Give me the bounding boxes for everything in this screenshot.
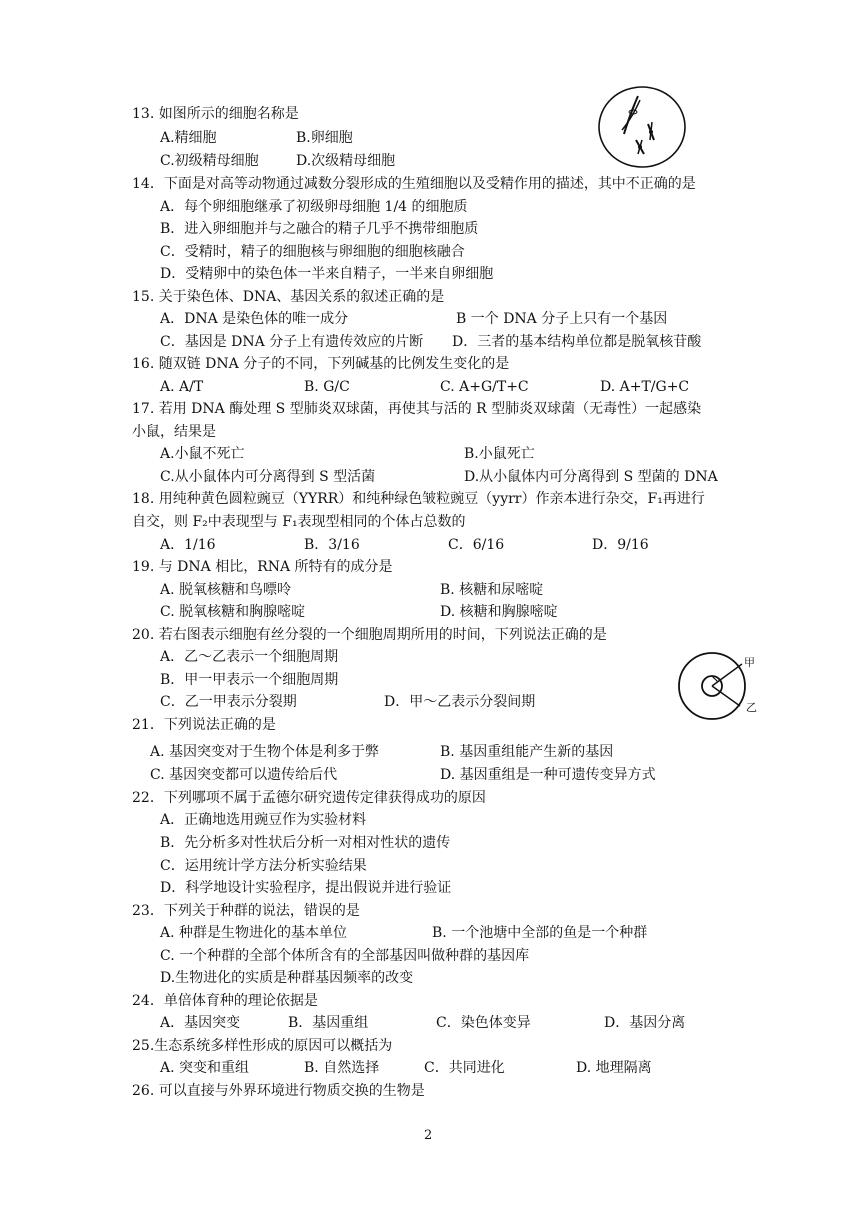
q21-option-a: A. 基因突变对于生物个体是利多于弊 (150, 744, 380, 760)
q22-option-b: B．先分析多对性状后分析一对相对性状的遗传 (160, 835, 451, 851)
q15-option-a: A．DNA 是染色体的唯一成分 (160, 311, 349, 327)
q16-option-c: C. A+G/T+C (440, 379, 529, 395)
q14-option-d: D．受精卵中的染色体一半来自精子，一半来自卵细胞 (160, 266, 494, 282)
q20-option-b: B．甲一甲表示一个细胞周期 (160, 672, 339, 688)
q18-option-b: B．3/16 (304, 537, 360, 553)
q16-option-a: A. A/T (160, 379, 204, 395)
q24-option-d: D．基因分离 (604, 1015, 686, 1031)
q16-option-d: D. A+T/G+C (600, 379, 690, 395)
q25-option-a: A. 突变和重组 (160, 1060, 250, 1076)
cell-cycle-label-jia: 甲 (744, 656, 755, 669)
q20-option-a: A．乙～乙表示一个细胞周期 (160, 649, 339, 665)
q25-option-b: B. 自然选择 (304, 1060, 380, 1076)
q16-option-b: B. G/C (304, 379, 350, 395)
q20-stem: 20. 若右图表示细胞有丝分裂的一个细胞周期所用的时间，下列说法正确的是 (132, 627, 607, 643)
q24-option-a: A．基因突变 (160, 1015, 241, 1031)
q15-option-b: B 一个 DNA 分子上只有一个基因 (456, 311, 668, 327)
q14-option-a: A．每个卵细胞继承了初级卵母细胞 1/4 的细胞质 (160, 199, 468, 215)
q13-option-c: C.初级精母细胞 (160, 153, 259, 169)
q13-option-a: A.精细胞 (160, 130, 217, 146)
q18-option-c: C．6/16 (448, 537, 505, 553)
q20-option-d: D．甲～乙表示分裂间期 (384, 694, 536, 710)
q19-option-d: D. 核糖和胸腺嘧啶 (440, 604, 558, 620)
q24-stem: 24．单倍体育种的理论依据是 (132, 993, 318, 1009)
q19-stem: 19. 与 DNA 相比，RNA 所特有的成分是 (132, 559, 393, 575)
q17-option-a: A.小鼠不死亡 (160, 446, 245, 462)
q14-option-c: C．受精时，精子的细胞核与卵细胞的细胞核融合 (160, 244, 465, 260)
q19-option-a: A. 脱氧核糖和鸟嘌呤 (160, 582, 292, 598)
q23-option-d: D.生物进化的实质是种群基因频率的改变 (160, 970, 414, 986)
q19-option-c: C. 脱氧核糖和胸腺嘧啶 (160, 604, 306, 620)
q13-option-b: B.卵细胞 (296, 130, 353, 146)
q22-stem: 22．下列哪项不属于孟德尔研究遗传定律获得成功的原因 (132, 790, 486, 806)
q21-option-d: D. 基因重组是一种可遗传变异方式 (440, 767, 656, 783)
q17-stem-line1: 17. 若用 DNA 酶处理 S 型肺炎双球菌，再使其与活的 R 型肺炎双球菌（无毒性）一起感染 (132, 401, 702, 417)
q18-stem-line2: 自交，则 F₂中表现型与 F₁表现型相同的个体占总数的 (132, 514, 466, 530)
q23-option-c: C. 一个种群的全部个体所含有的全部基因叫做种群的基因库 (160, 948, 530, 964)
q18-stem-line1: 18. 用纯种黄色圆粒豌豆（YYRR）和纯种绿色皱粒豌豆（yyrr）作亲本进行杂交，F₁再进行 (132, 491, 705, 507)
q18-option-d: D．9/16 (592, 537, 649, 553)
q16-stem: 16. 随双链 DNA 分子的不同，下列碱基的比例发生变化的是 (132, 356, 510, 372)
q14-stem: 14．下面是对高等动物通过减数分裂形成的生殖细胞以及受精作用的描述，其中不正确的是 (132, 176, 696, 192)
q15-option-c: C．基因是 DNA 分子上有遗传效应的片断 (160, 334, 424, 350)
q24-option-b: B．基因重组 (288, 1015, 369, 1031)
q21-option-b: B. 基因重组能产生新的基因 (440, 744, 614, 760)
q17-option-b: B.小鼠死亡 (464, 446, 535, 462)
cell-cycle-label-yi: 乙 (746, 701, 757, 714)
q23-option-b: B. 一个池塘中全部的鱼是一个种群 (432, 925, 648, 941)
q25-option-d: D. 地理隔离 (576, 1060, 652, 1076)
q25-stem: 25.生态系统多样性形成的原因可以概括为 (132, 1038, 393, 1054)
q21-stem: 21．下列说法正确的是 (132, 717, 276, 733)
q13-stem: 13. 如图所示的细胞名称是 (132, 106, 299, 122)
q22-option-d: D．科学地设计实验程序，提出假说并进行验证 (160, 880, 452, 896)
q15-stem: 15. 关于染色体、DNA、基因关系的叙述正确的是 (132, 289, 445, 305)
cell-diagram-figure (596, 84, 688, 170)
q22-option-a: A．正确地选用豌豆作为实验材料 (160, 812, 367, 828)
q15-option-d: D．三者的基本结构单位都是脱氧核苷酸 (452, 334, 702, 350)
q19-option-b: B. 核糖和尿嘧啶 (440, 582, 544, 598)
q21-option-c: C. 基因突变都可以遗传给后代 (150, 767, 338, 783)
q13-option-d: D.次级精母细胞 (296, 153, 396, 169)
q24-option-c: C．染色体变异 (436, 1015, 531, 1031)
q25-option-c: C．共同进化 (424, 1060, 505, 1076)
q18-option-a: A．1/16 (160, 537, 216, 553)
q26-stem: 26. 可以直接与外界环境进行物质交换的生物是 (132, 1083, 425, 1099)
q14-option-b: B．进入卵细胞并与之融合的精子几乎不携带细胞质 (160, 221, 479, 237)
q23-stem: 23．下列关于种群的说法，错误的是 (132, 903, 360, 919)
page-number: 2 (424, 1128, 433, 1143)
q17-option-d: D.从小鼠体内可分离得到 S 型菌的 DNA (464, 469, 718, 485)
cell-cycle-figure (672, 648, 772, 724)
q20-option-c: C．乙一甲表示分裂期 (160, 694, 297, 710)
q17-stem-line2: 小鼠，结果是 (132, 424, 216, 440)
q23-option-a: A. 种群是生物进化的基本单位 (160, 925, 348, 941)
q17-option-c: C.从小鼠体内可分离得到 S 型活菌 (160, 469, 376, 485)
q22-option-c: C．运用统计学方法分析实验结果 (160, 858, 367, 874)
